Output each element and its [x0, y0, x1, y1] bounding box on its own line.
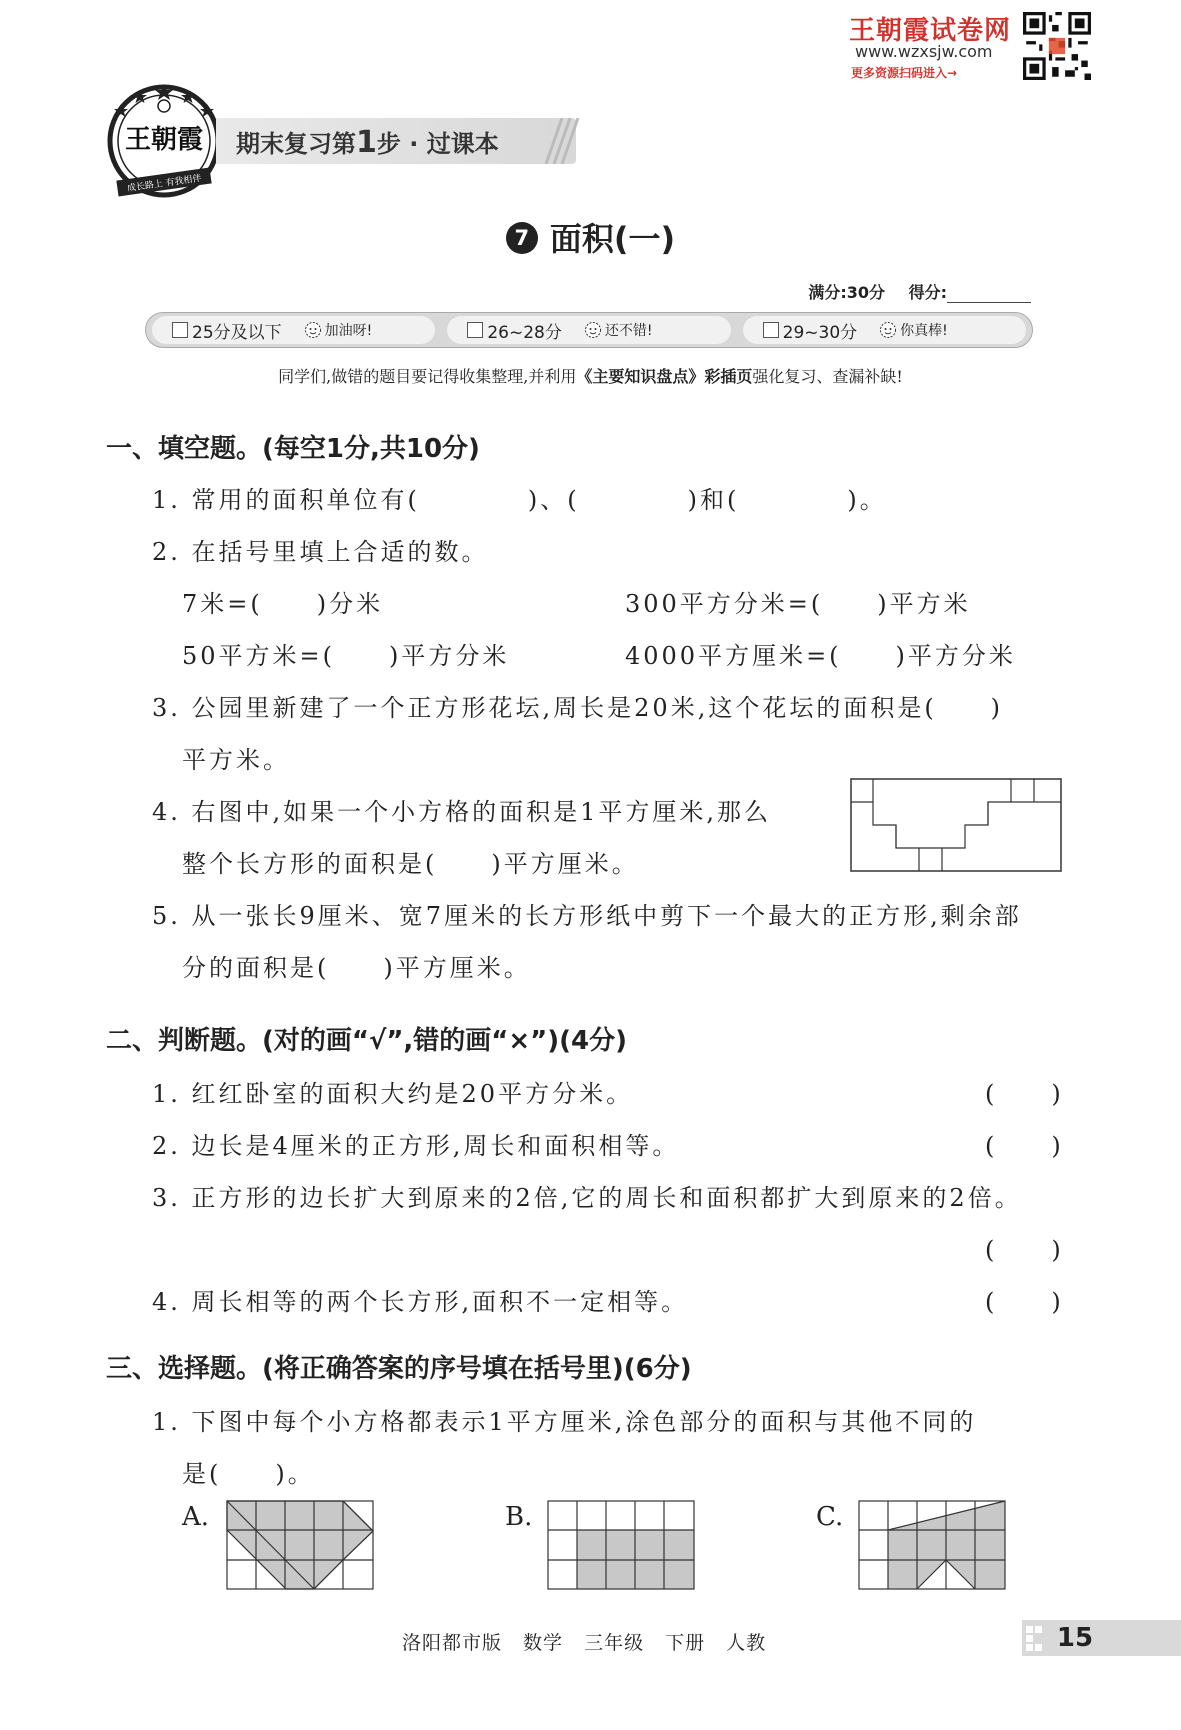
title-number: 7 — [506, 222, 538, 254]
tier-checkbox[interactable] — [467, 322, 483, 338]
logo-text: 王朝霞 — [124, 125, 204, 155]
section-2-heading: 二、判断题。(对的画“√”,错的画“×”)(4分) — [106, 1026, 627, 1056]
s3-q1-line1: 1. 下图中每个小方格都表示1平方厘米,涂色部分的面积与其他不同的 — [152, 1408, 977, 1436]
title-text: 面积(一) — [549, 220, 676, 258]
s3-q1-line2[interactable]: 是( )。 — [182, 1460, 315, 1488]
reminder-text — [0, 364, 1181, 387]
qr-code-icon[interactable] — [1023, 12, 1091, 80]
option-b-label[interactable]: B. — [505, 1502, 533, 1532]
footer-edition: 洛阳都市版 数学 三年级 下册 人教 — [402, 1632, 767, 1654]
option-c-figure[interactable] — [858, 1500, 1008, 1590]
smile-face-icon — [584, 321, 602, 339]
score-blank[interactable] — [947, 286, 1031, 303]
banner-pre: 期末复习第 — [236, 130, 356, 158]
s1-q2a[interactable]: 7米=( )分米 — [182, 590, 384, 618]
section-3-heading: 三、选择题。(将正确答案的序号填在括号里)(6分) — [106, 1354, 692, 1384]
s1-q4-line2[interactable]: 整个长方形的面积是( )平方厘米。 — [182, 850, 639, 878]
s1-q4-line1: 4. 右图中,如果一个小方格的面积是1平方厘米,那么 — [152, 798, 772, 826]
option-c-label[interactable]: C. — [816, 1502, 844, 1532]
tier-range: 25分及以下 — [192, 322, 282, 343]
page-dots-decoration — [1024, 1624, 1050, 1652]
tier-checkbox[interactable] — [172, 322, 188, 338]
tier-message: 你真棒! — [900, 323, 948, 339]
reminder-post: 强化复习、查漏补缺! — [752, 367, 903, 386]
s1-q1[interactable]: 1. 常用的面积单位有( )、( )和( )。 — [152, 486, 887, 514]
tier-checkbox[interactable] — [763, 322, 779, 338]
s1-q3-line2: 平方米。 — [182, 746, 290, 774]
star-face-icon — [879, 321, 897, 339]
tier-range: 29~30分 — [782, 322, 858, 343]
score-bar — [145, 312, 1033, 348]
tier-3 — [743, 316, 1026, 344]
reminder-pre: 同学们,做错的题目要记得收集整理,并利用 — [278, 367, 577, 386]
banner-num: 1 — [356, 125, 377, 160]
section-1-heading: 一、填空题。(每空1分,共10分) — [106, 434, 480, 464]
brand-name: 王朝霞试卷网 — [849, 16, 1012, 46]
s2-q4-answer[interactable]: ( ) — [985, 1288, 1064, 1316]
s1-q5-line1[interactable]: 5. 从一张长9厘米、宽7厘米的长方形纸中剪下一个最大的正方形,剩余部 — [152, 902, 1022, 930]
s2-q2-answer[interactable]: ( ) — [985, 1132, 1064, 1160]
score-line — [808, 280, 1031, 303]
full-score: 满分:30分 — [808, 283, 886, 302]
s1-q2: 2. 在括号里填上合适的数。 — [152, 538, 489, 566]
s2-q1-answer[interactable]: ( ) — [985, 1080, 1064, 1108]
tier-1 — [152, 316, 435, 344]
tier-message: 加油呀! — [324, 323, 373, 339]
s2-q4: 4. 周长相等的两个长方形,面积不一定相等。 — [152, 1288, 689, 1316]
score-label: 得分: — [908, 283, 947, 302]
page-number: 15 — [1056, 1623, 1094, 1653]
s1-q5-line2[interactable]: 分的面积是( )平方厘米。 — [182, 954, 531, 982]
option-a-figure[interactable] — [226, 1500, 376, 1590]
option-a-label[interactable]: A. — [182, 1502, 210, 1532]
logo-caption: 成长路上 有我相伴 — [126, 173, 203, 195]
s2-q1: 1. 红红卧室的面积大约是20平方分米。 — [152, 1080, 634, 1108]
brand-slogan: 更多资源扫码进入→ — [851, 66, 958, 80]
s2-q3: 3. 正方形的边长扩大到原来的2倍,它的周长和面积都扩大到原来的2倍。 — [152, 1184, 1022, 1212]
wangzhaoxia-logo — [105, 82, 223, 200]
tier-message: 还不错! — [604, 323, 653, 339]
s1-q2d[interactable]: 4000平方厘米=( )平方分米 — [625, 642, 1016, 670]
reminder-bold: 《主要知识盘点》彩插页 — [576, 367, 753, 386]
s1-q3-line1[interactable]: 3. 公园里新建了一个正方形花坛,周长是20米,这个花坛的面积是( ) — [152, 694, 1004, 722]
s1-q2b[interactable]: 300平方分米=( )平方米 — [625, 590, 971, 618]
brand-url[interactable]: www.wzxsjw.com — [855, 42, 993, 61]
tier-2 — [447, 316, 730, 344]
cheer-face-icon — [304, 321, 322, 339]
s1-q2c[interactable]: 50平方米=( )平方分米 — [182, 642, 510, 670]
s2-q2: 2. 边长是4厘米的正方形,周长和面积相等。 — [152, 1132, 680, 1160]
header-banner — [216, 118, 576, 164]
tier-range: 26~28分 — [487, 322, 562, 343]
banner-post: 步 · 过课本 — [376, 130, 499, 158]
page-title — [0, 214, 1181, 260]
s2-q3-answer[interactable]: ( ) — [985, 1236, 1064, 1264]
banner-stripes-decoration — [540, 118, 580, 164]
option-b-figure[interactable] — [547, 1500, 697, 1590]
q4-grid-figure — [850, 778, 1062, 872]
